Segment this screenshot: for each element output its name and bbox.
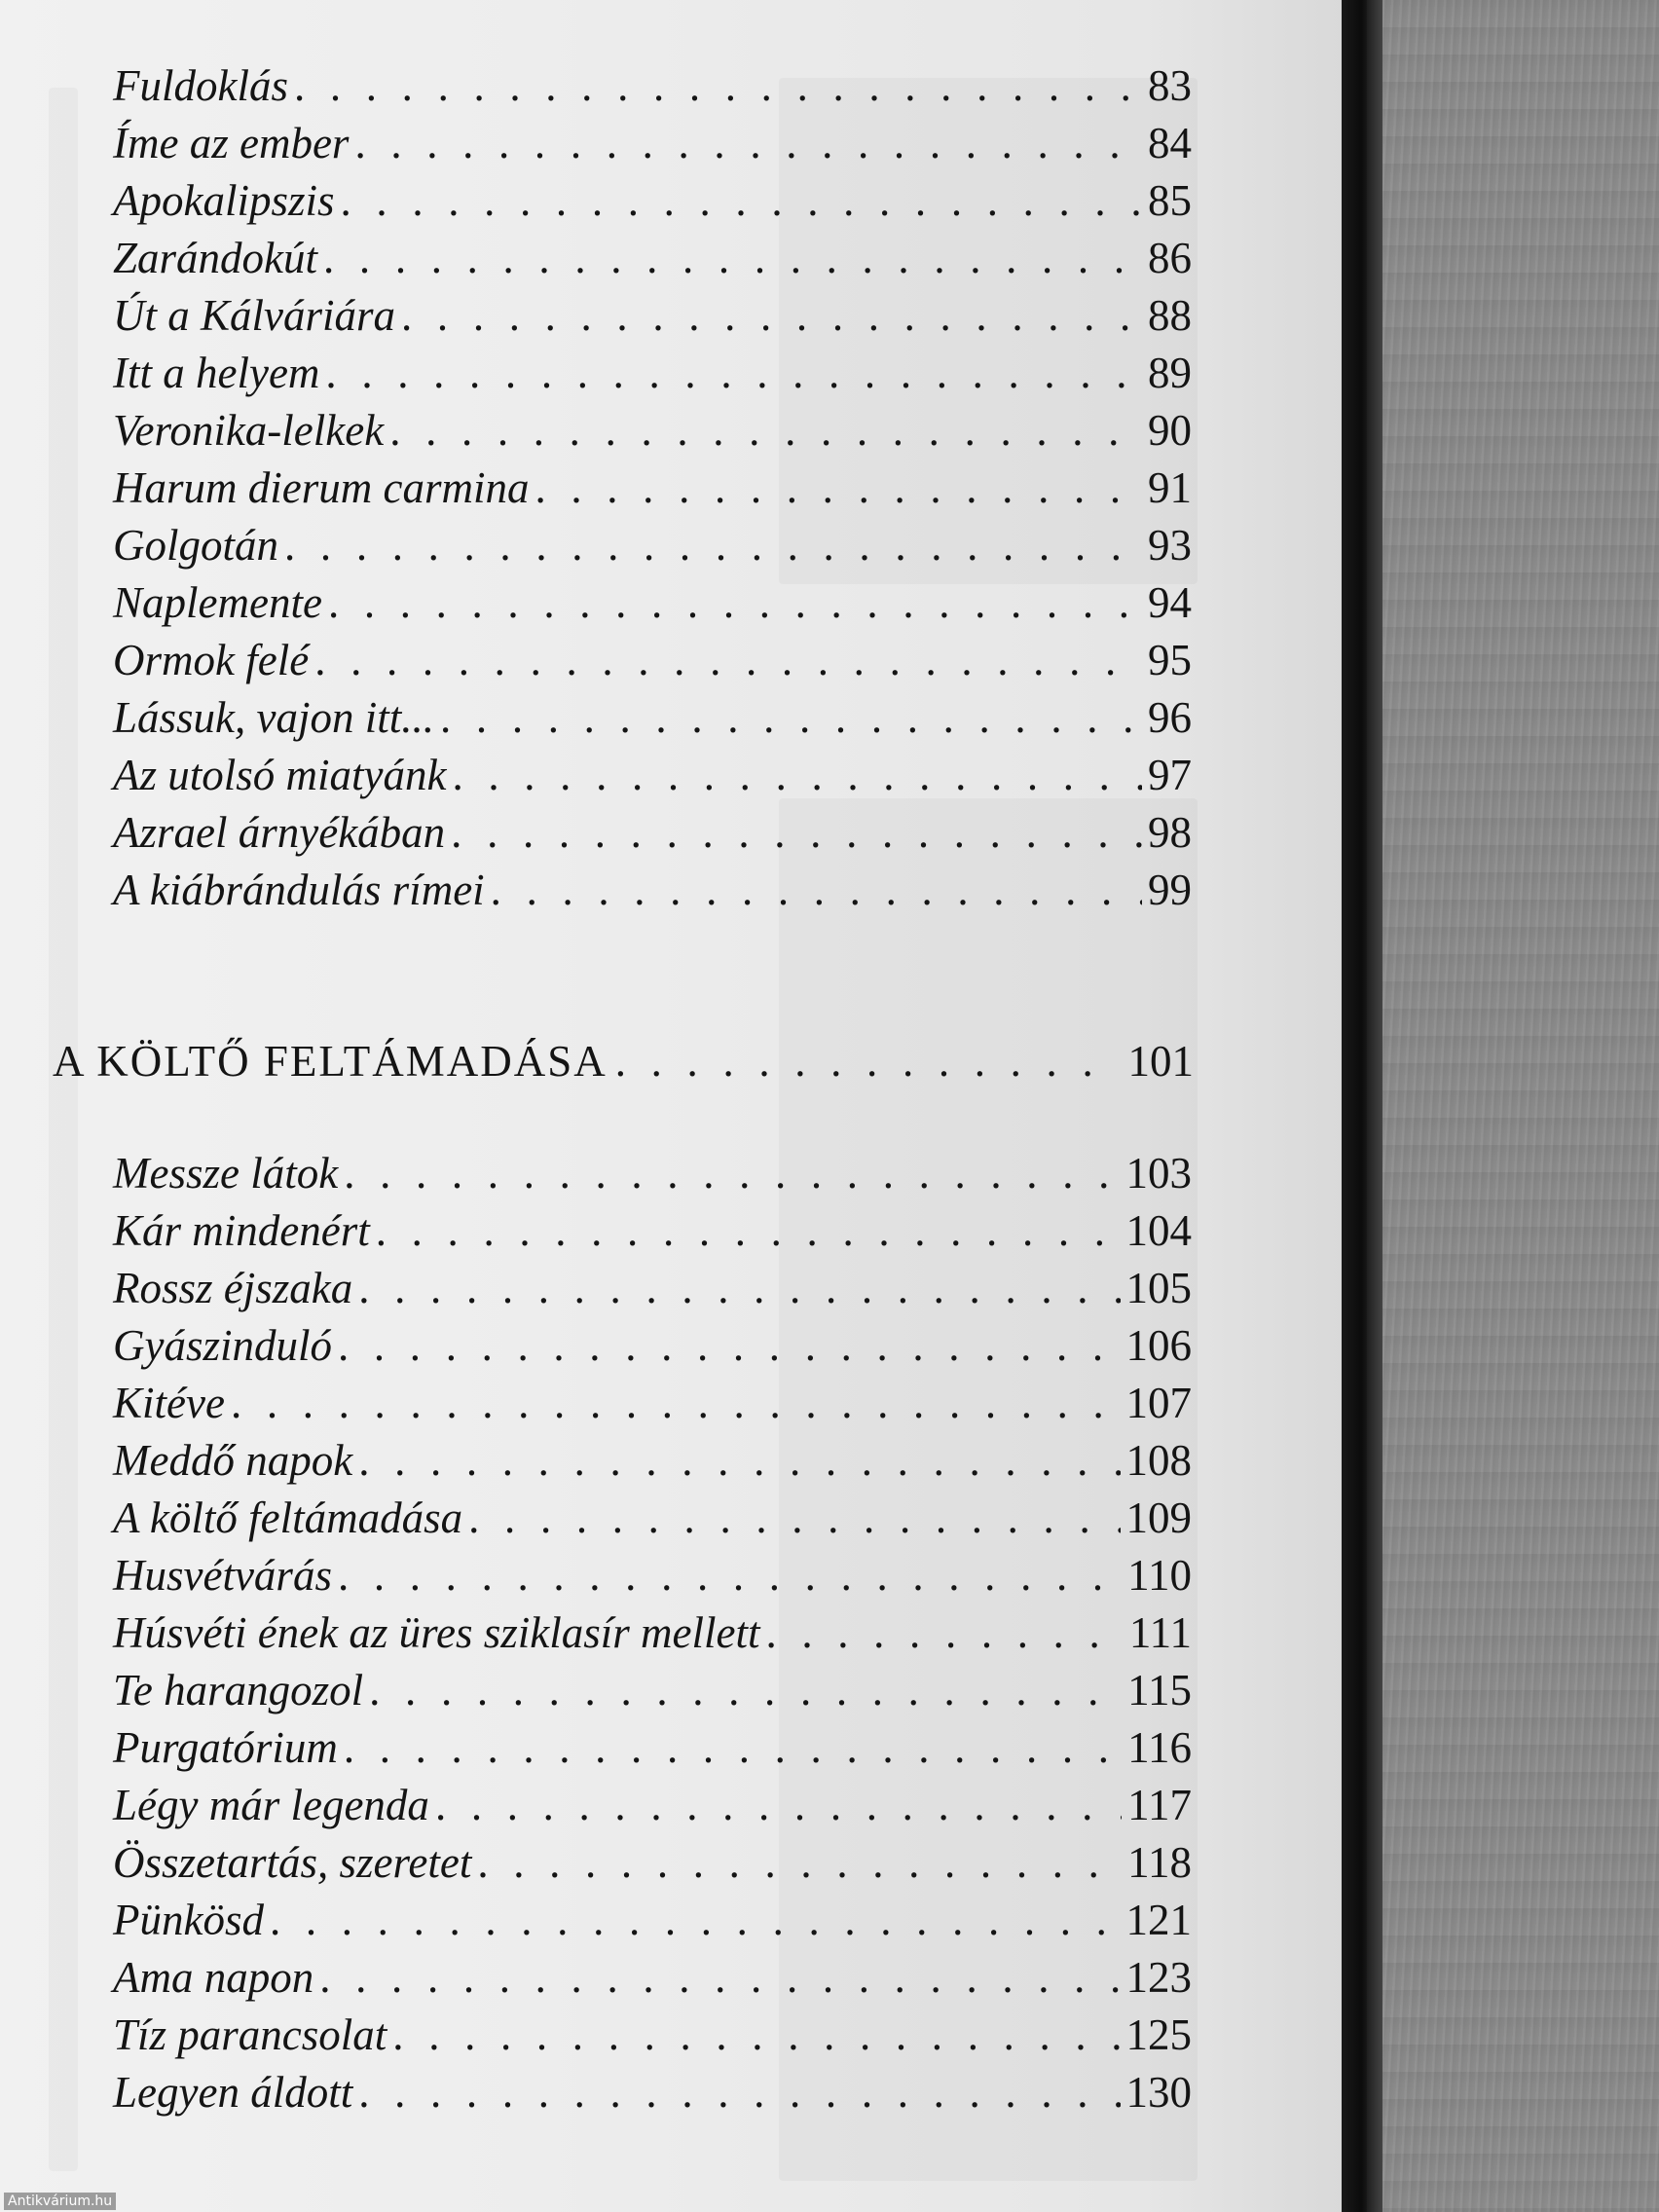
toc-entry-page: 93 — [1148, 521, 1192, 570]
toc-entry-page: 116 — [1127, 1723, 1192, 1772]
toc-entry — [113, 519, 1192, 571]
toc-entry-title: A költő feltámadása — [113, 1493, 463, 1542]
toc-entry — [113, 59, 1192, 112]
toc-entry — [113, 1664, 1192, 1716]
toc-entry-page: 125 — [1125, 2010, 1192, 2059]
toc-entry-title: Ama napon — [113, 1953, 314, 2002]
dot-leader — [477, 1836, 1122, 1889]
toc-entry-page: 88 — [1148, 291, 1192, 340]
toc-entry-page: 118 — [1127, 1838, 1192, 1887]
toc-entry-page: 107 — [1125, 1379, 1192, 1427]
toc-entry-page: 96 — [1148, 693, 1192, 742]
dot-leader — [354, 117, 1142, 169]
toc-entry — [113, 1951, 1192, 2004]
dot-leader — [452, 749, 1142, 801]
toc-entry-title: A kiábrándulás rímei — [113, 866, 485, 914]
toc-entry — [113, 806, 1192, 859]
toc-entry-title: Harum dierum carmina — [113, 463, 530, 512]
toc-entry-title: Lássuk, vajon itt... — [113, 693, 435, 742]
toc-entry — [113, 232, 1192, 284]
toc-entry-page: 108 — [1125, 1436, 1192, 1485]
toc-entry-page: 94 — [1148, 578, 1192, 627]
toc-entry — [113, 2066, 1192, 2119]
toc-entry — [113, 1147, 1192, 1199]
dot-leader — [323, 232, 1142, 284]
toc-entry-page: 98 — [1148, 808, 1192, 857]
toc-entry — [113, 289, 1192, 342]
dot-leader — [314, 634, 1142, 686]
toc-entry-page: 89 — [1148, 349, 1192, 397]
toc-entry-title: Azrael árnyékában — [113, 808, 446, 857]
section-heading-page: 101 — [1127, 1037, 1194, 1086]
dot-leader — [344, 1721, 1122, 1774]
toc-entry — [113, 1721, 1192, 1774]
toc-entry-title: Út a Kálváriára — [113, 291, 396, 340]
toc-entry-title: Összetartás, szeretet — [113, 1838, 472, 1887]
toc-entry — [113, 864, 1192, 916]
toc-entry-page: 84 — [1148, 119, 1192, 167]
dot-leader — [435, 1779, 1122, 1831]
toc-entry-title: Purgatórium — [113, 1723, 338, 1772]
toc-entry-title: Kár mindenért — [113, 1206, 370, 1255]
toc-entry-title: Messze látok — [113, 1149, 339, 1198]
toc-entry-title: Légy már legenda — [113, 1781, 429, 1829]
dot-leader — [491, 864, 1142, 916]
toc-entry-page: 106 — [1125, 1321, 1192, 1370]
dot-leader — [284, 519, 1142, 571]
watermark: Antikvárium.hu — [4, 2193, 116, 2210]
toc-entry-page: 86 — [1148, 234, 1192, 282]
dot-leader — [341, 174, 1142, 227]
toc-entry — [113, 1779, 1192, 1831]
toc-entry-title: Te harangozol — [113, 1666, 364, 1714]
toc-entry-page: 105 — [1125, 1264, 1192, 1312]
dot-leader — [358, 1434, 1120, 1487]
toc-entry — [113, 174, 1192, 227]
dot-leader — [338, 1319, 1121, 1372]
toc-entry — [113, 1606, 1192, 1659]
toc-entry-title: Veronika-lelkek — [113, 406, 385, 455]
toc-entry-title: Rossz éjszaka — [113, 1264, 353, 1312]
toc-entry-title: Húsvéti ének az üres sziklasír mellett — [113, 1608, 760, 1657]
toc-entry-page: 117 — [1127, 1781, 1192, 1829]
dot-leader — [231, 1377, 1121, 1429]
toc-entry-title: Az utolsó miatyánk — [113, 751, 447, 799]
dot-leader — [328, 576, 1142, 629]
toc-entry-title: Tíz parancsolat — [113, 2010, 387, 2059]
dot-leader — [535, 461, 1142, 514]
dot-leader — [369, 1664, 1122, 1716]
dot-leader — [358, 2066, 1120, 2119]
dot-leader — [376, 1204, 1121, 1257]
toc-entry — [113, 1894, 1192, 1946]
dot-leader — [325, 347, 1142, 399]
toc-entry-title: Legyen áldott — [113, 2068, 353, 2117]
toc-entry-page: 91 — [1148, 463, 1192, 512]
toc-entry-title: Kitéve — [113, 1379, 225, 1427]
toc-entry — [113, 576, 1192, 629]
toc-entry — [113, 461, 1192, 514]
toc-entry — [113, 1377, 1192, 1429]
toc-entry — [113, 117, 1192, 169]
toc-entry-title: Fuldoklás — [113, 61, 288, 110]
toc-entry — [113, 749, 1192, 801]
toc-entry-title: Itt a helyem — [113, 349, 320, 397]
dot-leader — [765, 1606, 1123, 1659]
dot-leader — [270, 1894, 1121, 1946]
show-through-left — [49, 88, 78, 2171]
toc-entry-page: 83 — [1148, 61, 1192, 110]
book-cover-background — [1382, 0, 1659, 2212]
toc-entry — [113, 1836, 1192, 1889]
toc-entry-page: 109 — [1125, 1493, 1192, 1542]
toc-entry-page: 115 — [1127, 1666, 1192, 1714]
toc-entry-page: 85 — [1148, 176, 1192, 225]
toc-entry-page: 121 — [1125, 1896, 1192, 1944]
toc-entry — [113, 1492, 1192, 1544]
toc-entry-page: 111 — [1128, 1608, 1192, 1657]
toc-entry-title: Husvétvárás — [113, 1551, 332, 1600]
dot-leader — [468, 1492, 1120, 1544]
toc-entry-page: 95 — [1148, 636, 1192, 684]
toc-entry-page: 123 — [1125, 1953, 1192, 2002]
toc-entry-page: 103 — [1125, 1149, 1192, 1198]
book-cover-edge — [1367, 0, 1382, 2212]
toc-entry-page: 104 — [1125, 1206, 1192, 1255]
toc-entry — [113, 634, 1192, 686]
toc-entry — [113, 1319, 1192, 1372]
dot-leader — [615, 1032, 1121, 1090]
toc-entry-title: Apokalipszis — [113, 176, 335, 225]
toc-entry-page: 110 — [1127, 1551, 1192, 1600]
dot-leader — [294, 59, 1142, 112]
dot-leader — [451, 806, 1142, 859]
toc-entry-page: 90 — [1148, 406, 1192, 455]
toc-entry-title: Meddő napok — [113, 1436, 353, 1485]
toc-entry-title: Ormok felé — [113, 636, 310, 684]
toc-entry-page: 130 — [1125, 2068, 1192, 2117]
toc-entry-page: 99 — [1148, 866, 1192, 914]
toc-entry — [113, 347, 1192, 399]
toc-entry — [113, 1434, 1192, 1487]
toc-entry — [113, 1204, 1192, 1257]
toc-entry-title: Naplemente — [113, 578, 322, 627]
toc-entry — [113, 1549, 1192, 1602]
dot-leader — [401, 289, 1142, 342]
dot-leader — [338, 1549, 1122, 1602]
dot-leader — [440, 691, 1142, 744]
section-heading — [53, 1032, 1194, 1090]
dot-leader — [389, 404, 1142, 457]
dot-leader — [358, 1262, 1120, 1314]
dot-leader — [319, 1951, 1120, 2004]
toc-entry — [113, 691, 1192, 744]
toc-entry-title: Gyászinduló — [113, 1321, 332, 1370]
toc-entry — [113, 2009, 1192, 2061]
toc-entry-title: Pünkösd — [113, 1896, 264, 1944]
toc-entry-title: Golgotán — [113, 521, 279, 570]
dot-leader — [392, 2009, 1120, 2061]
toc-entry-title: Zarándokút — [113, 234, 318, 282]
section-heading-title: A KÖLTŐ FELTÁMADÁSA — [53, 1037, 608, 1086]
toc-entry-title: Íme az ember — [113, 119, 350, 167]
toc-entry — [113, 1262, 1192, 1314]
toc-entry-page: 97 — [1148, 751, 1192, 799]
dot-leader — [344, 1147, 1120, 1199]
toc-entry — [113, 404, 1192, 457]
